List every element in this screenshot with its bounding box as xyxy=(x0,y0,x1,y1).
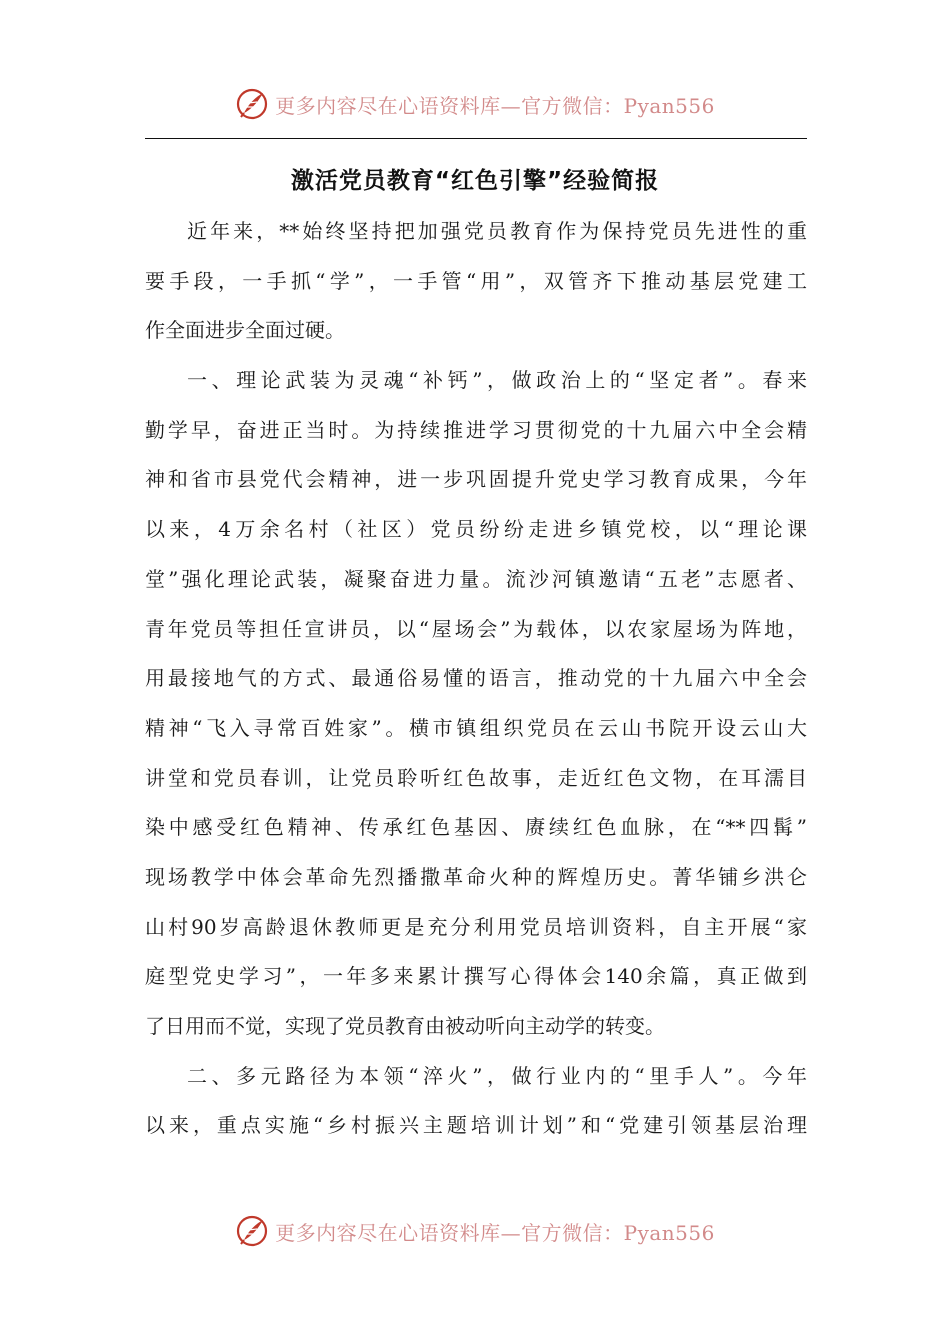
body-line: 以来，重点实施“乡村振兴主题培训计划”和“党建引领基层治理 xyxy=(145,1113,807,1138)
body-line: 讲堂和党员春训，让党员聆听红色故事，走近红色文物，在耳濡目 xyxy=(145,765,807,790)
body-line: 山村90岁高龄退休教师更是充分利用党员培训资料，自主开展“家 xyxy=(145,914,807,939)
body-line: 一、理论武装为灵魂“补钙”，做政治上的“坚定者”。春来 xyxy=(187,368,807,393)
body-line: 现场教学中体会革命先烈播撒革命火种的辉煌历史。菁华铺乡洪仑 xyxy=(145,864,807,889)
body-line: 了日用而不觉，实现了党员教育由被动听向主动学的转变。 xyxy=(145,1014,665,1038)
body-line: 近年来，**始终坚持把加强党员教育作为保持党员先进性的重 xyxy=(187,219,807,243)
document-body xyxy=(145,207,807,1151)
quill-logo-icon xyxy=(235,1214,269,1248)
body-line: 勤学早，奋进正当时。为持续推进学习贯彻党的十九届六中全会精 xyxy=(145,417,807,442)
body-line: 染中感受红色精神、传承红色基因、赓续红色血脉，在“**四髯” xyxy=(145,815,807,840)
body-line: 神和省市县党代会精神，进一步巩固提升党史学习教育成果，今年 xyxy=(145,467,807,492)
watermark-text: 更多内容尽在心语资料库—官方微信：Pyan556 xyxy=(275,93,715,118)
watermark-banner-top xyxy=(0,82,950,126)
body-line: 要手段，一手抓“学”，一手管“用”，双管齐下推动基层党建工 xyxy=(145,268,807,293)
header-rule xyxy=(145,138,807,139)
watermark-text: 更多内容尽在心语资料库—官方微信：Pyan556 xyxy=(275,1220,715,1245)
watermark-banner-bottom xyxy=(0,1209,950,1253)
body-line: 青年党员等担任宣讲员，以“屋场会”为载体，以农家屋场为阵地， xyxy=(145,616,807,641)
body-line: 用最接地气的方式、最通俗易懂的语言，推动党的十九届六中全会 xyxy=(145,666,807,691)
body-line: 精神“飞入寻常百姓家”。横市镇组织党员在云山书院开设云山大 xyxy=(145,715,807,740)
body-line: 作全面进步全面过硬。 xyxy=(145,318,345,343)
body-line: 庭型党史学习”，一年多来累计撰写心得体会140余篇，真正做到 xyxy=(145,964,807,989)
body-line: 以来，4万余名村（社区）党员纷纷走进乡镇党校，以“理论课 xyxy=(145,517,807,542)
body-line: 堂”强化理论武装，凝聚奋进力量。流沙河镇邀请“五老”志愿者、 xyxy=(145,566,807,591)
body-line: 二、多元路径为本领“淬火”，做行业内的“里手人”。今年 xyxy=(187,1063,807,1088)
quill-logo-icon xyxy=(235,87,269,121)
document-title: 激活党员教育“红色引擎”经验简报 xyxy=(290,168,660,194)
